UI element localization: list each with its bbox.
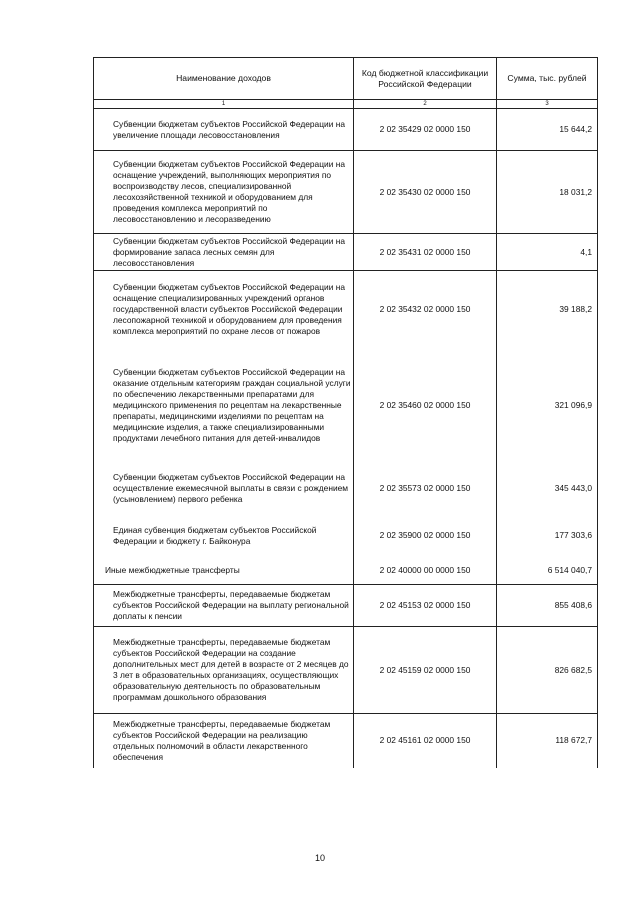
row-name: Межбюджетные трансферты, передаваемые бюджетам субъектов Российской Федерации на реализацию отдельных полномочий в области лекарственного обеспечения [94, 714, 354, 768]
row-code: 2 02 45159 02 0000 150 [354, 627, 497, 714]
table-header-row [94, 58, 598, 100]
header-code: Код бюджетной классификации Российской Федерации [354, 58, 497, 100]
row-amount: 321 096,9 [497, 349, 598, 463]
header-amount: Сумма, тыс. рублей [497, 58, 598, 100]
row-amount: 345 443,0 [497, 463, 598, 515]
table-row [94, 271, 598, 349]
row-amount: 6 514 040,7 [497, 557, 598, 585]
row-code: 2 02 45153 02 0000 150 [354, 585, 497, 627]
row-code: 2 02 35430 02 0000 150 [354, 151, 497, 234]
table-row [94, 714, 598, 768]
row-amount: 18 031,2 [497, 151, 598, 234]
row-code: 2 02 40000 00 0000 150 [354, 557, 497, 585]
column-number: 3 [497, 100, 598, 109]
header-name: Наименование доходов [94, 58, 354, 100]
column-number-row [94, 100, 598, 109]
table-row [94, 151, 598, 234]
row-amount: 15 644,2 [497, 109, 598, 151]
row-name: Иные межбюджетные трансферты [94, 557, 354, 585]
row-name: Субвенции бюджетам субъектов Российской Федерации на оказание отдельным категориям граждан социальной услуги по обеспечению лекарственными препаратами для медицинского применения по рецептам на лекарственные препараты, медицинскими изделиями по рецептам на медицинские изделия, а также специализированными продуктами лечебного питания для детей-инвалидов [94, 349, 354, 463]
row-code: 2 02 35431 02 0000 150 [354, 234, 497, 271]
row-name: Субвенции бюджетам субъектов Российской Федерации на осуществление ежемесячной выплаты в связи с рождением (усыновлением) первого ребенка [94, 463, 354, 515]
row-name: Субвенции бюджетам субъектов Российской Федерации на формирование запаса лесных семян для лесовосстановления [94, 234, 354, 271]
column-number: 1 [94, 100, 354, 109]
row-code: 2 02 45161 02 0000 150 [354, 714, 497, 768]
page-number: 10 [314, 853, 325, 863]
row-amount: 39 188,2 [497, 271, 598, 349]
table-row [94, 349, 598, 463]
row-amount: 118 672,7 [497, 714, 598, 768]
row-name: Субвенции бюджетам субъектов Российской Федерации на увеличение площади лесовосстановления [94, 109, 354, 151]
row-name: Межбюджетные трансферты, передаваемые бюджетам субъектов Российской Федерации на создание дополнительных мест для детей в возрасте от 2 месяцев до 3 лет в образовательных организациях, осуществляющих образовательную деятельность по образовательным программам дошкольного образования [94, 627, 354, 714]
row-amount: 855 408,6 [497, 585, 598, 627]
table-row [94, 585, 598, 627]
row-code: 2 02 35900 02 0000 150 [354, 515, 497, 557]
row-code: 2 02 35460 02 0000 150 [354, 349, 497, 463]
table-row [94, 557, 598, 585]
row-code: 2 02 35432 02 0000 150 [354, 271, 497, 349]
table-row [94, 515, 598, 557]
row-code: 2 02 35573 02 0000 150 [354, 463, 497, 515]
table-row [94, 234, 598, 271]
row-amount: 177 303,6 [497, 515, 598, 557]
column-number: 2 [354, 100, 497, 109]
row-name: Субвенции бюджетам субъектов Российской Федерации на оснащение специализированных учреждений органов государственной власти субъектов Российской Федерации лесопожарной техникой и оборудованием для проведения комплекса мероприятий по охране лесов от пожаров [94, 271, 354, 349]
table-row [94, 627, 598, 714]
row-name: Межбюджетные трансферты, передаваемые бюджетам субъектов Российской Федерации на выплату региональной доплаты к пенсии [94, 585, 354, 627]
row-amount: 4,1 [497, 234, 598, 271]
revenue-table [93, 57, 598, 768]
row-name: Единая субвенция бюджетам субъектов Российской Федерации и бюджету г. Байконура [94, 515, 354, 557]
row-name: Субвенции бюджетам субъектов Российской Федерации на оснащение учреждений, выполняющих мероприятия по воспроизводству лесов, специализированной лесохозяйственной техникой и оборудованием для проведения комплекса мероприятий по лесовосстановлению и лесоразведению [94, 151, 354, 234]
row-amount: 826 682,5 [497, 627, 598, 714]
table-row [94, 109, 598, 151]
row-code: 2 02 35429 02 0000 150 [354, 109, 497, 151]
table-row [94, 463, 598, 515]
